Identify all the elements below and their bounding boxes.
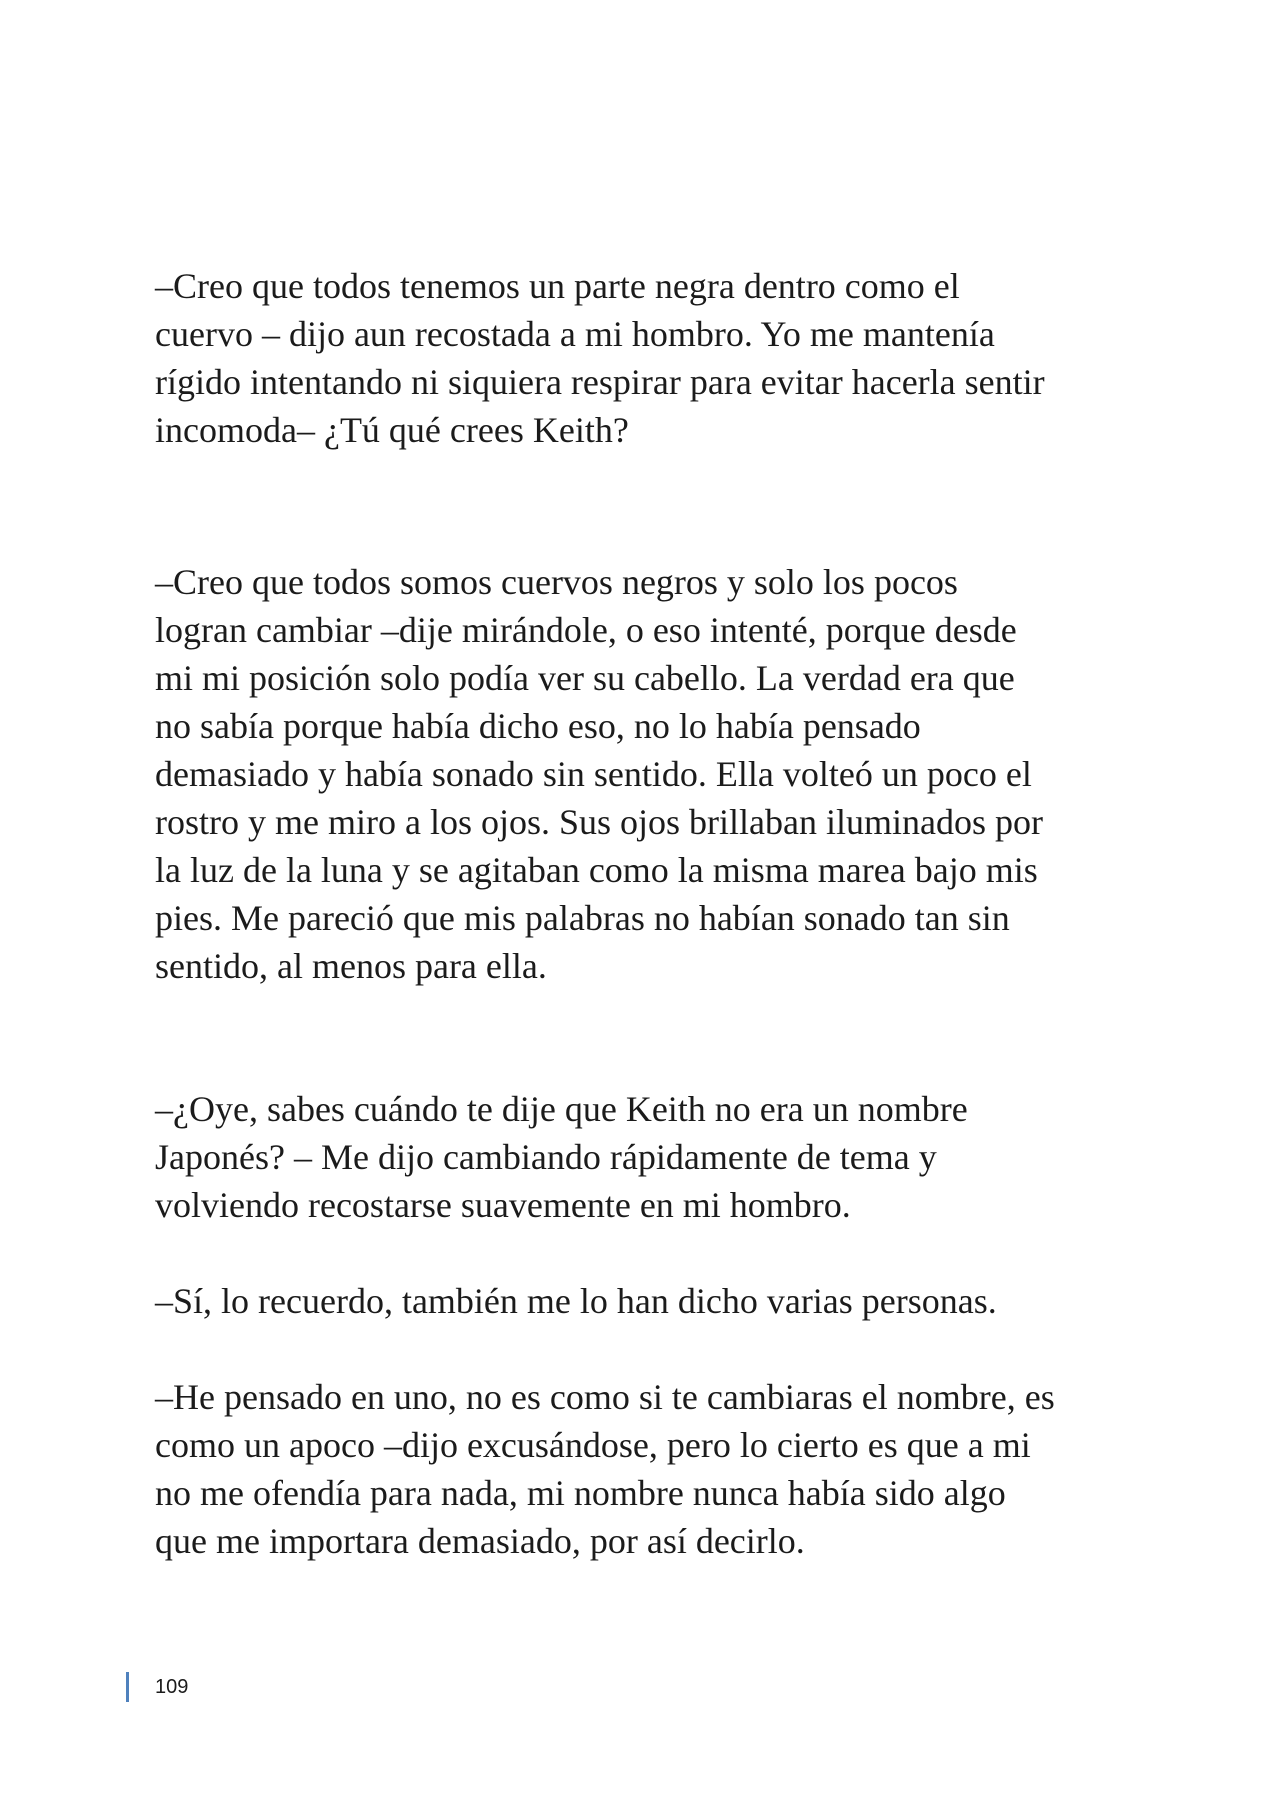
paragraph-line: –Creo que todos somos cuervos negros y solo los pocos [155, 562, 958, 602]
paragraph-line: cuervo – dijo aun recostada a mi hombro. Yo me mantenía [155, 314, 995, 354]
paragraph-line: –Sí, lo recuerdo, también me lo han dicho varias personas. [155, 1281, 997, 1321]
paragraph-line: no me ofendía para nada, mi nombre nunca había sido algo [155, 1473, 1006, 1513]
paragraph-line: no sabía porque había dicho eso, no lo había pensado [155, 706, 921, 746]
page-footer [126, 1670, 188, 1704]
paragraph-line: que me importara demasiado, por así decirlo. [155, 1521, 805, 1561]
paragraph-line: –¿Oye, sabes cuándo te dije que Keith no era un nombre [155, 1089, 968, 1129]
paragraph-line: como un apoco –dijo excusándose, pero lo cierto es que a mi [155, 1425, 1031, 1465]
paragraph-line: –Creo que todos tenemos un parte negra dentro como el [155, 266, 960, 306]
page-number: 109 [155, 1675, 189, 1698]
paragraph-line: volviendo recostarse suavemente en mi hombro. [155, 1185, 851, 1225]
paragraph-line: demasiado y había sonado sin sentido. Ella volteó un poco el [155, 754, 1032, 794]
paragraph-line: logran cambiar –dije mirándole, o eso intenté, porque desde [155, 610, 1017, 650]
footer-rule [126, 1672, 129, 1702]
paragraph-4 [155, 1277, 1135, 1325]
paragraph-line: rígido intentando ni siquiera respirar para evitar hacerla sentir [155, 362, 1045, 402]
paragraph-line: –He pensado en uno, no es como si te cambiaras el nombre, es [155, 1377, 1055, 1417]
paragraph-line: Japonés? – Me dijo cambiando rápidamente de tema y [155, 1137, 937, 1177]
paragraph-line: rostro y me miro a los ojos. Sus ojos brillaban iluminados por [155, 802, 1043, 842]
paragraph-line: la luz de la luna y se agitaban como la misma marea bajo mis [155, 850, 1038, 890]
paragraph-line: incomoda– ¿Tú qué crees Keith? [155, 410, 629, 450]
paragraph-5 [155, 1373, 1135, 1565]
paragraph-1 [155, 262, 1135, 454]
paragraph-line: mi mi posición solo podía ver su cabello. La verdad era que [155, 658, 1015, 698]
paragraph-3 [155, 1085, 1135, 1229]
paragraph-line: sentido, al menos para ella. [155, 946, 547, 986]
paragraph-2 [155, 558, 1135, 990]
paragraph-line: pies. Me pareció que mis palabras no habían sonado tan sin [155, 898, 1010, 938]
